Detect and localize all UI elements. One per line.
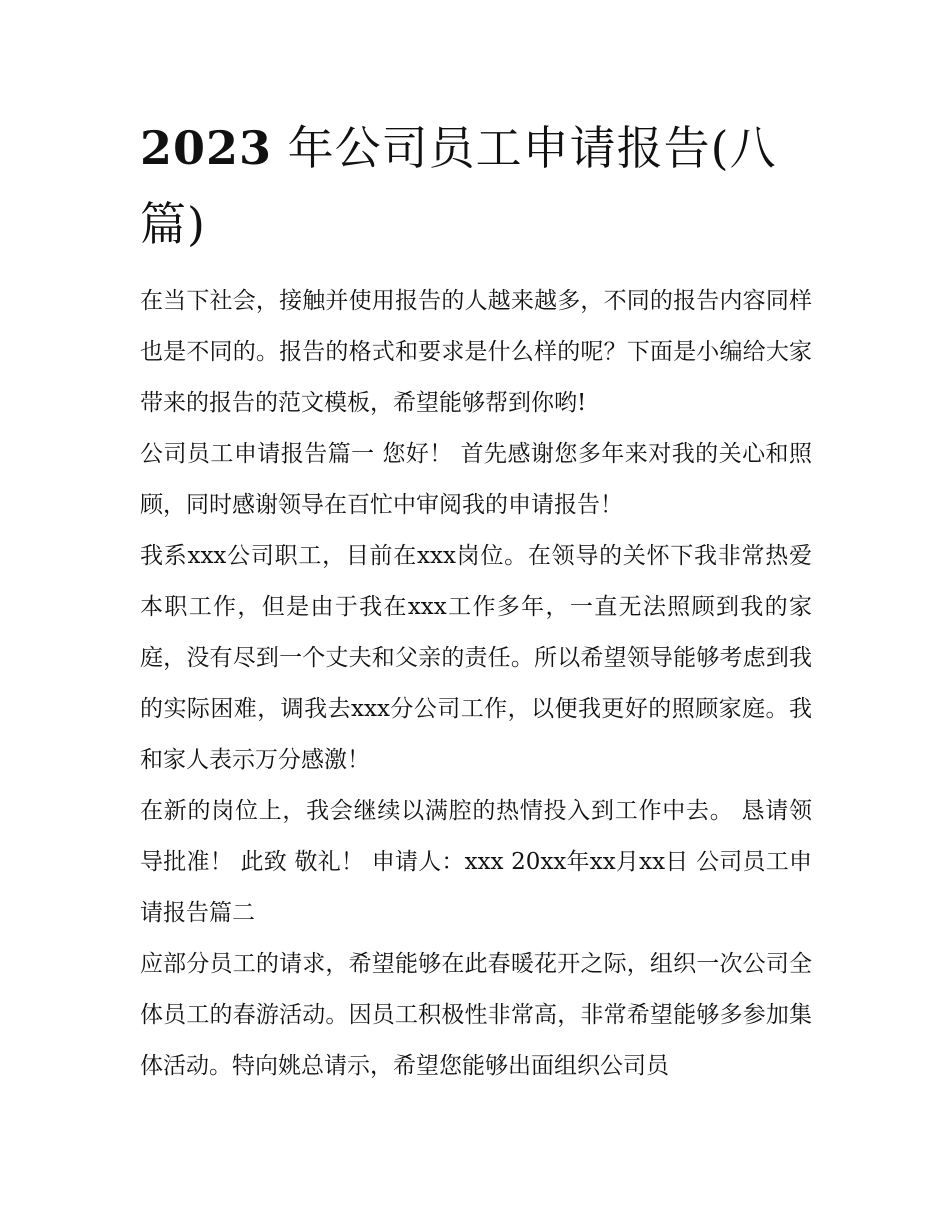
paragraph-greeting: 公司员工申请报告篇一 您好！ 首先感谢您多年来对我的关心和照顾，同时感谢领导在百忙中审阅我的申请报告！ — [140, 441, 812, 518]
paragraph-request: 我系xxx公司职工，目前在xxx岗位。在领导的关怀下我非常热爱本职工作，但是由于我在xxx工作多年，一直无法照顾到我的家庭，没有尽到一个丈夫和父亲的责任。所以希望领导能够考虑到我的实际困难，调我去xxx分公司工作，以便我更好的照顾家庭。我和家人表示万分感激！ — [140, 543, 812, 773]
paragraph-spring-outing: 应部分员工的请求，希望能够在此春暖花开之际，组织一次公司全体员工的春游活动。因员工积极性非常高，非常希望能够多参加集体活动。特向姚总请示，希望您能够出面组织公司员 — [140, 951, 812, 1079]
title-year: 2023 — [140, 121, 273, 175]
document-body — [140, 276, 812, 1092]
document-page — [140, 110, 812, 1092]
paragraph-intro: 在当下社会，接触并使用报告的人越来越多，不同的报告内容同样也是不同的。报告的格式和要求是什么样的呢？下面是小编给大家带来的报告的范文模板，希望能够帮到你哟! — [140, 288, 812, 416]
title-text: 年公司员工申请报告(八篇) — [140, 121, 777, 251]
document-title — [140, 110, 812, 262]
paragraph-closing: 在新的岗位上，我会继续以满腔的热情投入到工作中去。 恳请领导批准！ 此致 敬礼！ 申请人：xxx 20xx年xx月xx日 公司员工申请报告篇二 — [140, 798, 813, 926]
